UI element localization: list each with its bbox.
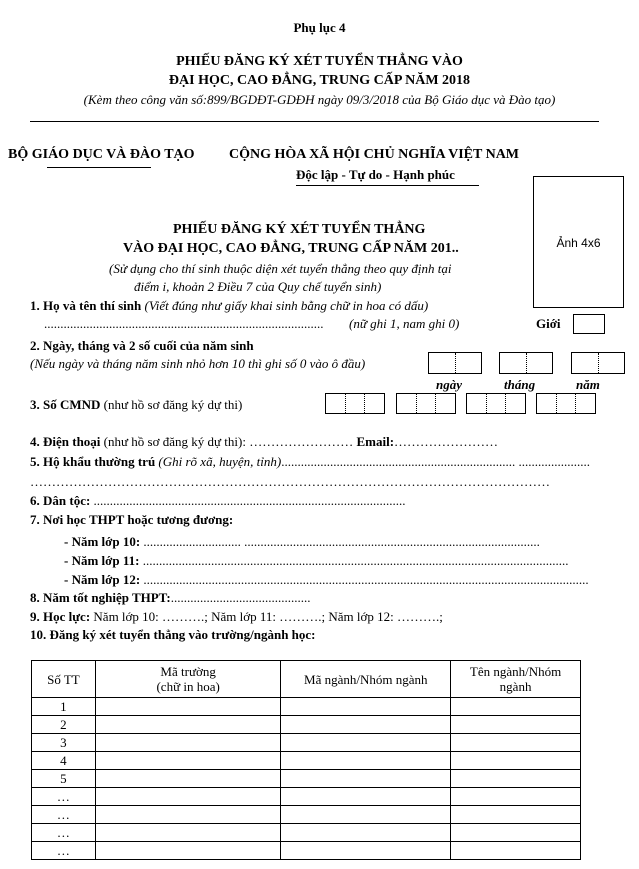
row-number: 1 [32,698,96,716]
major-name-cell[interactable] [451,788,581,806]
dob-day-caption: ngày [436,377,462,392]
table-row [32,734,581,752]
grade10-row [64,534,540,550]
academic-row [30,609,443,625]
grade11-field[interactable]: ................................................................................................................................... [142,553,569,568]
dob-month-boxes[interactable] [499,352,553,374]
header-divider [30,121,599,122]
name-label: 1. Họ và tên thí sinh [30,298,142,313]
ministry-name: BỘ GIÁO DỤC VÀ ĐÀO TẠO [8,147,195,162]
table-row [32,716,581,734]
form-title-line2: ĐẠI HỌC, CAO ĐẲNG, TRUNG CẤP NĂM 2018 [168,73,471,88]
school-code-cell[interactable] [95,788,281,806]
address-row [30,454,590,470]
school-code-cell[interactable] [95,806,281,824]
school-code-cell[interactable] [95,824,281,842]
address-field-line2[interactable]: ………………………………………………………………………………………………………… [30,474,550,489]
email-field[interactable]: …………………… [394,434,499,449]
major-name-cell[interactable] [451,824,581,842]
major-name-cell[interactable] [451,716,581,734]
inner-title-line2: VÀO ĐẠI HỌC, CAO ĐẲNG, TRUNG CẤP NĂM 201.. [123,241,459,256]
major-code-cell[interactable] [281,824,451,842]
id-label: 3. Số CMND [30,397,101,412]
major-code-cell[interactable] [281,806,451,824]
id-boxes-1[interactable] [325,393,385,414]
address-hint: (Ghi rõ xã, huyện, tỉnh) [158,454,282,469]
gender-box[interactable] [573,314,605,334]
address-label: 5. Hộ khẩu thường trú [30,454,156,469]
email-label: Email: [356,434,395,449]
major-code-cell[interactable] [281,788,451,806]
school-label: 7. Nơi học THPT hoặc tương đương: [30,512,234,527]
dob-year-boxes[interactable] [571,352,625,374]
row-number: 4 [32,752,96,770]
name-row [30,298,428,314]
school-code-cell[interactable] [95,734,281,752]
gender-hint: (nữ ghi 1, nam ghi 0) [349,316,460,331]
school-code-cell[interactable] [95,698,281,716]
major-code-cell[interactable] [281,752,451,770]
graduation-label: 8. Năm tốt nghiệp THPT: [30,590,171,605]
motto: Độc lập - Tự do - Hạnh phúc [296,167,455,182]
name-hint: (Viết đúng như giấy khai sinh bằng chữ in hoa có dấu) [144,298,429,313]
col-header-major-code: Mã ngành/Nhóm ngành [281,661,451,698]
dob-hint: (Nếu ngày và tháng năm sinh nhỏ hơn 10 thì ghi số 0 vào ô đầu) [30,356,366,371]
usage-note-line2: điểm i, khoản 2 Điều 7 của Quy chế tuyển sinh) [134,279,382,294]
table-row [32,842,581,860]
appendix-label: Phụ lục 4 [293,20,346,35]
id-hint: (như hồ sơ đăng ký dự thi) [103,397,243,412]
table-row [32,752,581,770]
phone-row [30,434,498,450]
school-code-cell[interactable] [95,752,281,770]
major-code-cell[interactable] [281,842,451,860]
name-field[interactable]: ...................................................................................... [44,316,324,331]
major-name-cell[interactable] [451,842,581,860]
row-number: 3 [32,734,96,752]
table-row [32,824,581,842]
col-header-major-name: Tên ngành/Nhóm ngành [451,661,581,698]
dob-day-boxes[interactable] [428,352,482,374]
table-row [32,770,581,788]
major-code-cell[interactable] [281,770,451,788]
grade10-field[interactable]: .............................. ........................................................................................... [143,534,540,549]
registration-label: 10. Đăng ký xét tuyển thẳng vào trường/ngành học: [30,627,316,642]
table-row [32,698,581,716]
id-boxes-2[interactable] [396,393,456,414]
row-number: … [32,788,96,806]
dob-label: 2. Ngày, tháng và 2 số cuối của năm sinh [30,338,254,353]
gender-label: Giới [536,316,561,331]
photo-box [533,176,624,308]
school-code-cell[interactable] [95,716,281,734]
major-name-cell[interactable] [451,698,581,716]
table-row [32,806,581,824]
usage-note-line1: (Sử dụng cho thí sinh thuộc diện xét tuyển thẳng theo quy định tại [109,261,452,276]
registration-table [31,660,581,860]
major-code-cell[interactable] [281,698,451,716]
major-name-cell[interactable] [451,752,581,770]
inner-title-line1: PHIẾU ĐĂNG KÝ XÉT TUYỂN THẲNG [173,222,426,237]
major-name-cell[interactable] [451,734,581,752]
id-boxes-3[interactable] [466,393,526,414]
col-header-school-code: Mã trường (chữ in hoa) [95,661,281,698]
dob-year-caption: năm [576,377,600,392]
row-number: 5 [32,770,96,788]
grade11-label: - Năm lớp 11: [64,553,140,568]
address-field[interactable]: ........................................................................ ...................... [281,454,590,469]
row-number: … [32,842,96,860]
ministry-underline [47,167,151,168]
table-row [32,788,581,806]
form-reference: (Kèm theo công văn số:899/BGDĐT-GDĐH ngày 09/3/2018 của Bộ Giáo dục và Đào tạo) [83,92,556,107]
dob-month-caption: tháng [504,377,536,392]
table-header-row [32,661,581,698]
phone-label: 4. Điện thoại [30,434,101,449]
graduation-field[interactable]: ........................................... [170,590,311,605]
grade12-field[interactable]: ......................................................................................................................................... [143,572,589,587]
grade10-label: - Năm lớp 10: [64,534,141,549]
motto-underline [296,185,479,186]
row-number: … [32,806,96,824]
phone-field[interactable]: (như hồ sơ đăng ký dự thi): …………………… [103,434,354,449]
row-number: 2 [32,716,96,734]
major-name-cell[interactable] [451,806,581,824]
id-boxes-4[interactable] [536,393,596,414]
grade12-row [64,572,589,588]
col-header-no: Số TT [32,661,96,698]
form-title-line1: PHIẾU ĐĂNG KÝ XÉT TUYỂN THẲNG VÀO [176,54,463,69]
id-row [30,397,242,413]
school-code-cell[interactable] [95,842,281,860]
major-name-cell[interactable] [451,770,581,788]
graduation-row [30,590,310,606]
ethnicity-row [30,493,406,509]
ethnicity-field[interactable]: ................................................................................................ [93,493,406,508]
school-code-cell[interactable] [95,770,281,788]
grade11-row [64,553,568,569]
grade12-label: - Năm lớp 12: [64,572,141,587]
row-number: … [32,824,96,842]
academic-label: 9. Học lực: [30,609,91,624]
academic-field[interactable]: Năm lớp 10: ……….; Năm lớp 11: ……….; Năm lớp 12: ……….; [93,609,443,624]
major-code-cell[interactable] [281,734,451,752]
major-code-cell[interactable] [281,716,451,734]
photo-label: Ảnh 4x6 [556,236,601,250]
republic-name: CỘNG HÒA XÃ HỘI CHỦ NGHĨA VIỆT NAM [229,147,520,162]
ethnicity-label: 6. Dân tộc: [30,493,91,508]
